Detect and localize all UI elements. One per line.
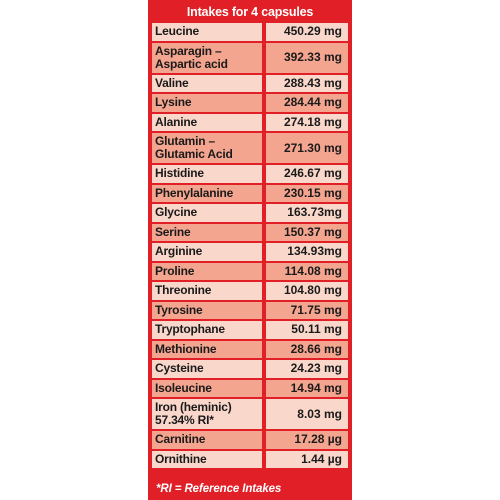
table-row xyxy=(152,185,348,203)
table-row xyxy=(152,263,348,281)
nutrient-name: Isoleucine xyxy=(152,380,262,398)
nutrient-amount: 271.30 mg xyxy=(266,133,348,163)
nutrient-amount: 246.67 mg xyxy=(266,165,348,183)
table-row xyxy=(152,380,348,398)
nutrient-amount: 134.93mg xyxy=(266,243,348,261)
table-row xyxy=(152,451,348,469)
nutrient-amount: 150.37 mg xyxy=(266,224,348,242)
nutrient-amount: 284.44 mg xyxy=(266,94,348,112)
nutrient-name: Tyrosine xyxy=(152,302,262,320)
table-header: Intakes for 4 capsules xyxy=(186,5,314,19)
table-row xyxy=(152,302,348,320)
nutrient-amount: 50.11 mg xyxy=(266,321,348,339)
nutrient-amount: 17.28 µg xyxy=(266,431,348,449)
nutrient-amount: 71.75 mg xyxy=(266,302,348,320)
nutrient-name: Cysteine xyxy=(152,360,262,378)
table-row xyxy=(152,133,348,163)
nutrient-name: Methionine xyxy=(152,341,262,359)
table-row xyxy=(152,94,348,112)
nutrient-name: Phenylalanine xyxy=(152,185,262,203)
nutrient-name: Threonine xyxy=(152,282,262,300)
nutrient-name: Histidine xyxy=(152,165,262,183)
nutrient-amount: 24.23 mg xyxy=(266,360,348,378)
table-row xyxy=(152,282,348,300)
nutrient-amount: 28.66 mg xyxy=(266,341,348,359)
nutrient-name: Tryptophane xyxy=(152,321,262,339)
table-footnote: *RI = Reference Intakes xyxy=(156,483,282,495)
table-row xyxy=(152,75,348,93)
nutrient-amount: 450.29 mg xyxy=(266,23,348,41)
nutrient-name: Glycine xyxy=(152,204,262,222)
nutrient-amount: 392.33 mg xyxy=(266,43,348,73)
table-row xyxy=(152,165,348,183)
nutrient-name: Leucine xyxy=(152,23,262,41)
table-row xyxy=(152,224,348,242)
nutrient-amount: 14.94 mg xyxy=(266,380,348,398)
nutrient-amount: 8.03 mg xyxy=(266,399,348,429)
nutrient-name: Valine xyxy=(152,75,262,93)
nutrient-name: Iron (heminic) 57.34% RI* xyxy=(152,399,262,429)
nutrient-name: Arginine xyxy=(152,243,262,261)
nutrient-name: Glutamin – Glutamic Acid xyxy=(152,133,262,163)
table-row xyxy=(152,243,348,261)
table-row xyxy=(152,114,348,132)
nutrition-intake-table xyxy=(148,0,352,500)
nutrient-amount: 274.18 mg xyxy=(266,114,348,132)
nutrient-name: Asparagin – Aspartic acid xyxy=(152,43,262,73)
nutrient-name: Ornithine xyxy=(152,451,262,469)
table-body xyxy=(152,23,348,470)
nutrient-amount: 230.15 mg xyxy=(266,185,348,203)
nutrient-name: Serine xyxy=(152,224,262,242)
nutrient-name: Proline xyxy=(152,263,262,281)
table-row xyxy=(152,399,348,429)
table-row xyxy=(152,341,348,359)
nutrient-amount: 1.44 µg xyxy=(266,451,348,469)
nutrient-name: Alanine xyxy=(152,114,262,132)
table-row xyxy=(152,321,348,339)
nutrient-amount: 163.73mg xyxy=(266,204,348,222)
nutrient-amount: 288.43 mg xyxy=(266,75,348,93)
nutrient-name: Lysine xyxy=(152,94,262,112)
table-row xyxy=(152,431,348,449)
table-row xyxy=(152,204,348,222)
table-row xyxy=(152,23,348,41)
table-row xyxy=(152,360,348,378)
table-row xyxy=(152,43,348,73)
nutrient-name: Carnitine xyxy=(152,431,262,449)
nutrient-amount: 104.80 mg xyxy=(266,282,348,300)
nutrient-amount: 114.08 mg xyxy=(266,263,348,281)
